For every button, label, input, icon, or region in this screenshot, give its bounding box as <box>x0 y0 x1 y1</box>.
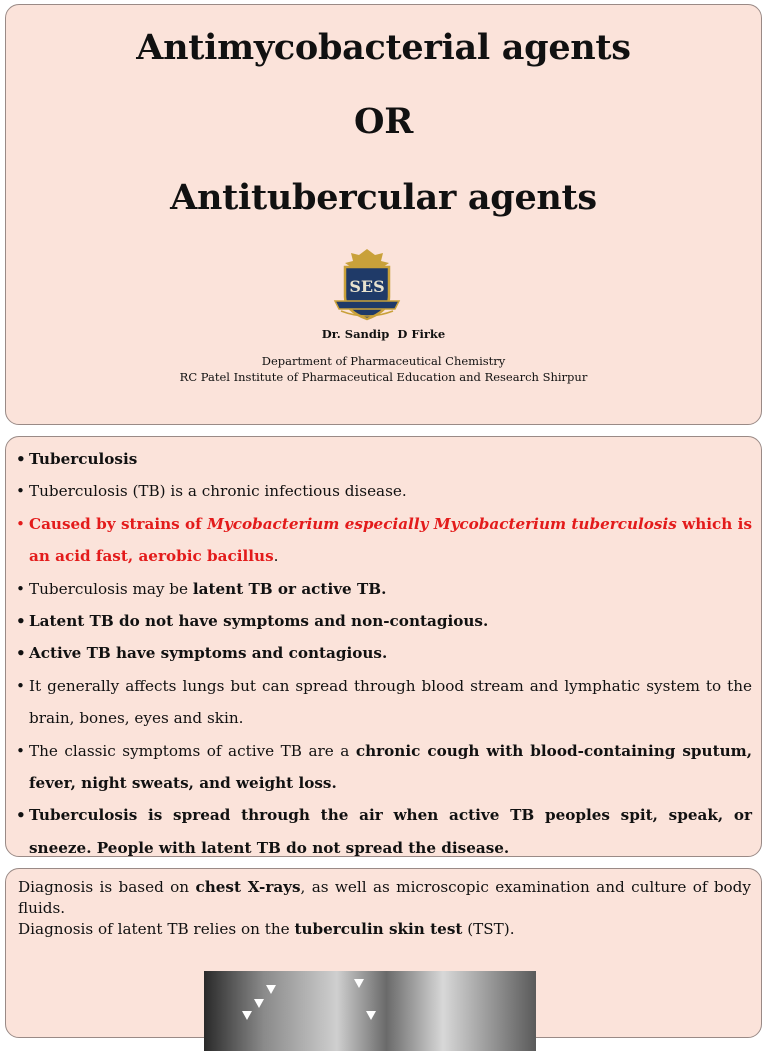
arrow-marker-icon <box>254 999 264 1008</box>
bullet-item: • Tuberculosis is spread through the air when active TB peoples spit, speak, or sneeze. People with latent TB do not spread the disease. <box>16 806 752 857</box>
title-line-3: Antitubercular agents <box>170 177 597 218</box>
title-slide <box>5 4 762 425</box>
bullet-item: • Tuberculosis (TB) is a chronic infectious disease. <box>16 482 407 501</box>
diagnosis-paragraph-1: Diagnosis is based on chest X-rays, as well as microscopic examination and culture of body fluids. <box>18 878 751 917</box>
bullet-item: • It generally affects lungs but can spread through blood stream and lymphatic system to the brain, bones, eyes and skin. <box>16 676 752 728</box>
arrow-marker-icon <box>366 1011 376 1020</box>
institute: RC Patel Institute of Pharmaceutical Education and Research Shirpur <box>179 370 588 384</box>
bullet-item: • Active TB have symptoms and contagious. <box>16 644 388 663</box>
bullet-item: • Tuberculosis may be latent TB or active TB. <box>16 579 387 598</box>
bullet-item: • The classic symptoms of active TB are a chronic cough with blood-containing sputum, fever, night sweats, and weight loss. <box>16 741 752 793</box>
arrow-marker-icon <box>354 979 364 988</box>
department: Department of Pharmaceutical Chemistry <box>261 354 506 368</box>
diagnosis-paragraph-2: Diagnosis of latent TB relies on the tuberculin skin test (TST). <box>18 920 515 938</box>
bullet-list <box>16 443 752 864</box>
diagnosis-text <box>18 877 751 940</box>
bullet-item: • Latent TB do not have symptoms and non-contagious. <box>16 612 489 631</box>
diagnosis-slide <box>5 868 762 1038</box>
chest-xray-image <box>204 971 536 1051</box>
tuberculosis-slide <box>5 436 762 857</box>
bullet-item: • Caused by strains of Mycobacterium especially Mycobacterium tuberculosis which is an acid fast, aerobic bacillus. <box>16 514 753 566</box>
arrow-marker-icon <box>242 1011 252 1020</box>
author-name: Dr. Sandip D Firke <box>321 327 446 341</box>
title-line-1: Antimycobacterial agents <box>136 27 631 68</box>
title-line-2: OR <box>354 101 413 142</box>
ses-logo-icon <box>331 245 403 325</box>
arrow-marker-icon <box>266 985 276 994</box>
bullet-item: • Tuberculosis <box>16 450 138 468</box>
logo-lettering: SES <box>349 277 385 296</box>
